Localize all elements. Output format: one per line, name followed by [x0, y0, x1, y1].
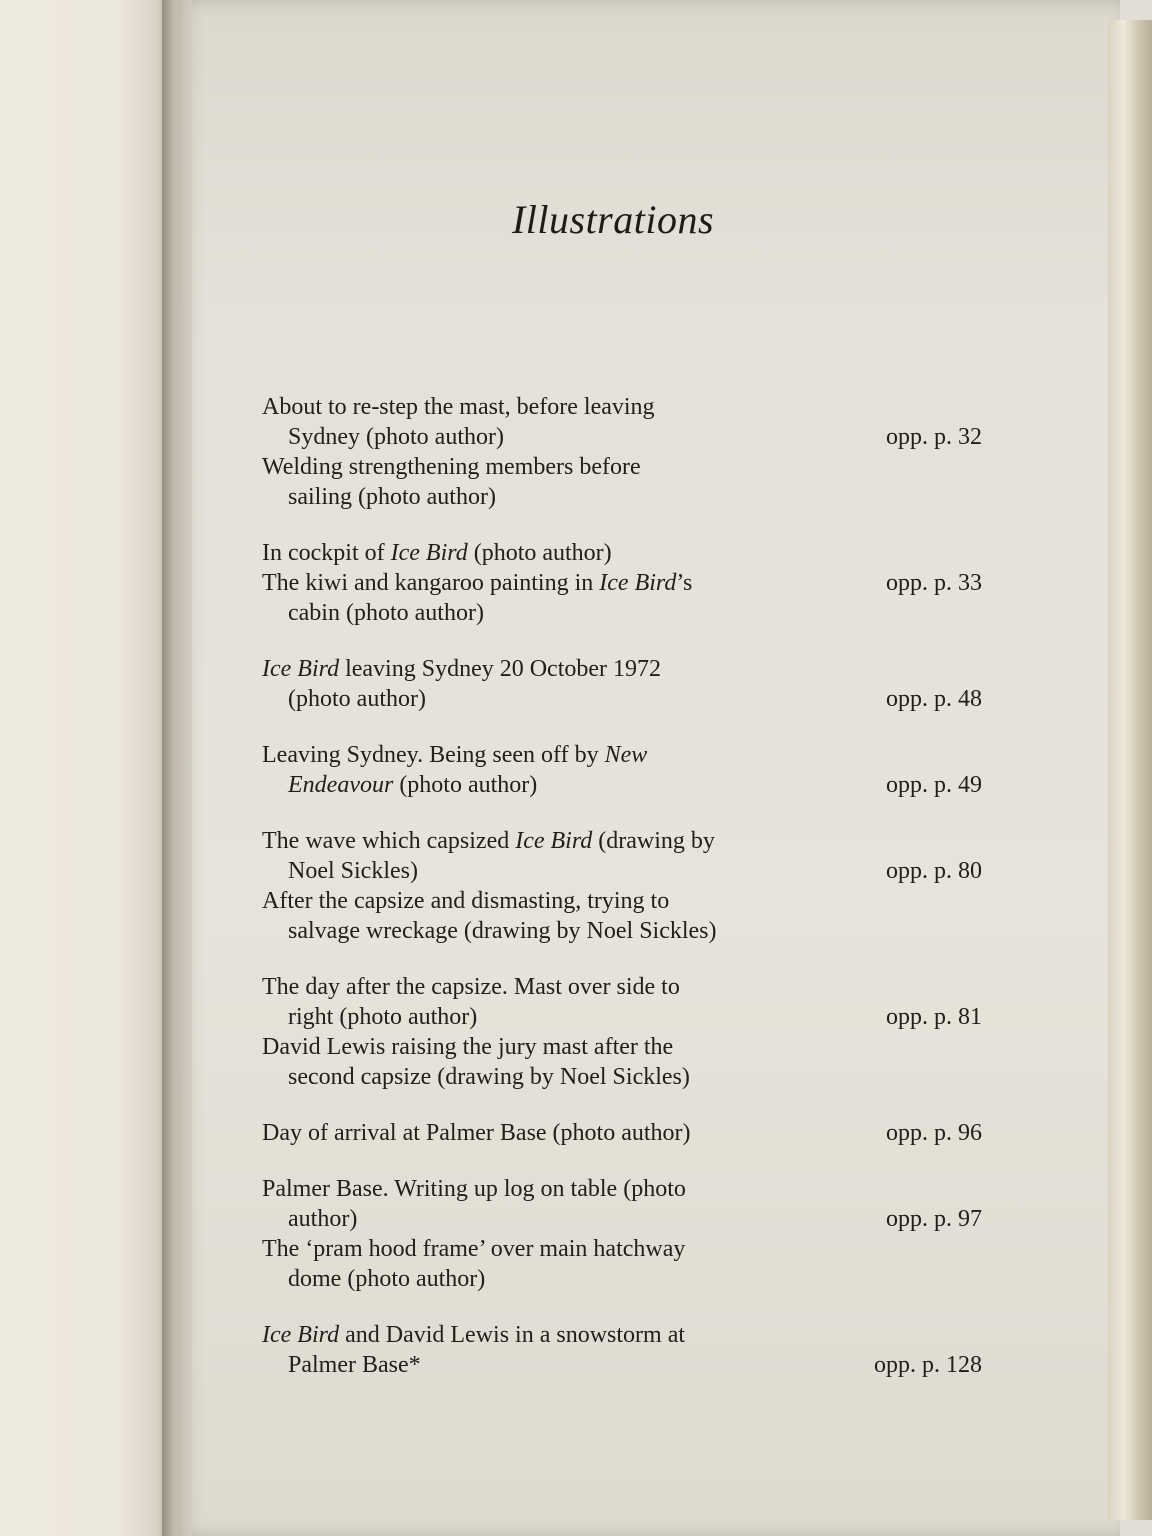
entry-line: David Lewis raising the jury mast after the	[262, 1034, 674, 1060]
illustration-group	[262, 740, 982, 800]
entry-line: Ice Bird and David Lewis in a snowstorm at	[262, 1322, 686, 1348]
illustration-entry	[262, 1118, 722, 1148]
illustration-group	[262, 538, 982, 628]
entry-line: Endeavour (photo author)	[288, 772, 538, 798]
entry-line: salvage wreckage (drawing by Noel Sickles)	[288, 918, 717, 944]
entry-line: sailing (photo author)	[288, 484, 496, 510]
entry-line: cabin (photo author)	[288, 600, 484, 626]
page-title: Illustrations	[511, 197, 715, 242]
illustration-group	[262, 392, 982, 512]
illustration-group	[262, 654, 982, 714]
illustration-group	[262, 1320, 982, 1380]
illustration-group	[262, 1118, 982, 1148]
entry-line: Day of arrival at Palmer Base (photo author)	[262, 1120, 691, 1146]
entry-line: Palmer Base. Writing up log on table (photo	[262, 1176, 686, 1202]
illustration-entry	[262, 1032, 722, 1092]
page-reference: opp. p. 32	[886, 424, 982, 450]
entry-line: Noel Sickles)	[288, 858, 418, 884]
page-reference: opp. p. 48	[886, 686, 982, 712]
entry-line: dome (photo author)	[288, 1266, 486, 1292]
page-reference: opp. p. 97	[886, 1206, 982, 1232]
entry-line: After the capsize and dismasting, trying to	[262, 888, 670, 914]
entry-line: Leaving Sydney. Being seen off by New	[262, 742, 648, 768]
illustration-entry	[262, 826, 722, 886]
page-reference: opp. p. 33	[886, 570, 982, 596]
illustration-entry	[262, 1174, 722, 1234]
page-reference: opp. p. 128	[874, 1352, 982, 1378]
illustration-entry	[262, 886, 722, 946]
page-reference: opp. p. 81	[886, 1004, 982, 1030]
page-reference: opp. p. 96	[886, 1120, 982, 1146]
entry-line: In cockpit of Ice Bird (photo author)	[262, 540, 612, 566]
entry-line: Palmer Base*	[288, 1352, 421, 1378]
illustration-group	[262, 972, 982, 1092]
entry-line: Ice Bird leaving Sydney 20 October 1972	[262, 656, 662, 682]
entry-line: (photo author)	[288, 686, 426, 712]
entry-line: author)	[288, 1206, 358, 1232]
illustration-group	[262, 826, 982, 946]
page-reference: opp. p. 80	[886, 858, 982, 884]
entry-line: The wave which capsized Ice Bird (drawing by	[262, 828, 715, 854]
entry-line: The day after the capsize. Mast over side to	[262, 974, 680, 1000]
illustration-group	[262, 1174, 982, 1294]
illustration-entry	[262, 392, 722, 452]
entry-line: Welding strengthening members before	[262, 454, 641, 480]
entry-line: The kiwi and kangaroo painting in Ice Bird’s	[262, 570, 693, 596]
illustration-entry	[262, 452, 722, 512]
page-edge	[1108, 20, 1152, 1520]
entry-line: The ‘pram hood frame’ over main hatchway	[262, 1236, 686, 1262]
illustration-entry	[262, 740, 722, 800]
illustration-entry	[262, 568, 722, 628]
page-reference: opp. p. 49	[886, 772, 982, 798]
illustration-entry	[262, 1320, 722, 1380]
illustration-entry	[262, 1234, 722, 1294]
entry-line: Sydney (photo author)	[288, 424, 504, 450]
entry-line: About to re-step the mast, before leaving	[262, 394, 655, 420]
entry-line: right (photo author)	[288, 1004, 478, 1030]
illustrations-list	[262, 392, 982, 1406]
illustration-entry	[262, 972, 722, 1032]
entry-line: second capsize (drawing by Noel Sickles)	[288, 1064, 690, 1090]
illustration-entry	[262, 538, 722, 568]
illustration-entry	[262, 654, 722, 714]
